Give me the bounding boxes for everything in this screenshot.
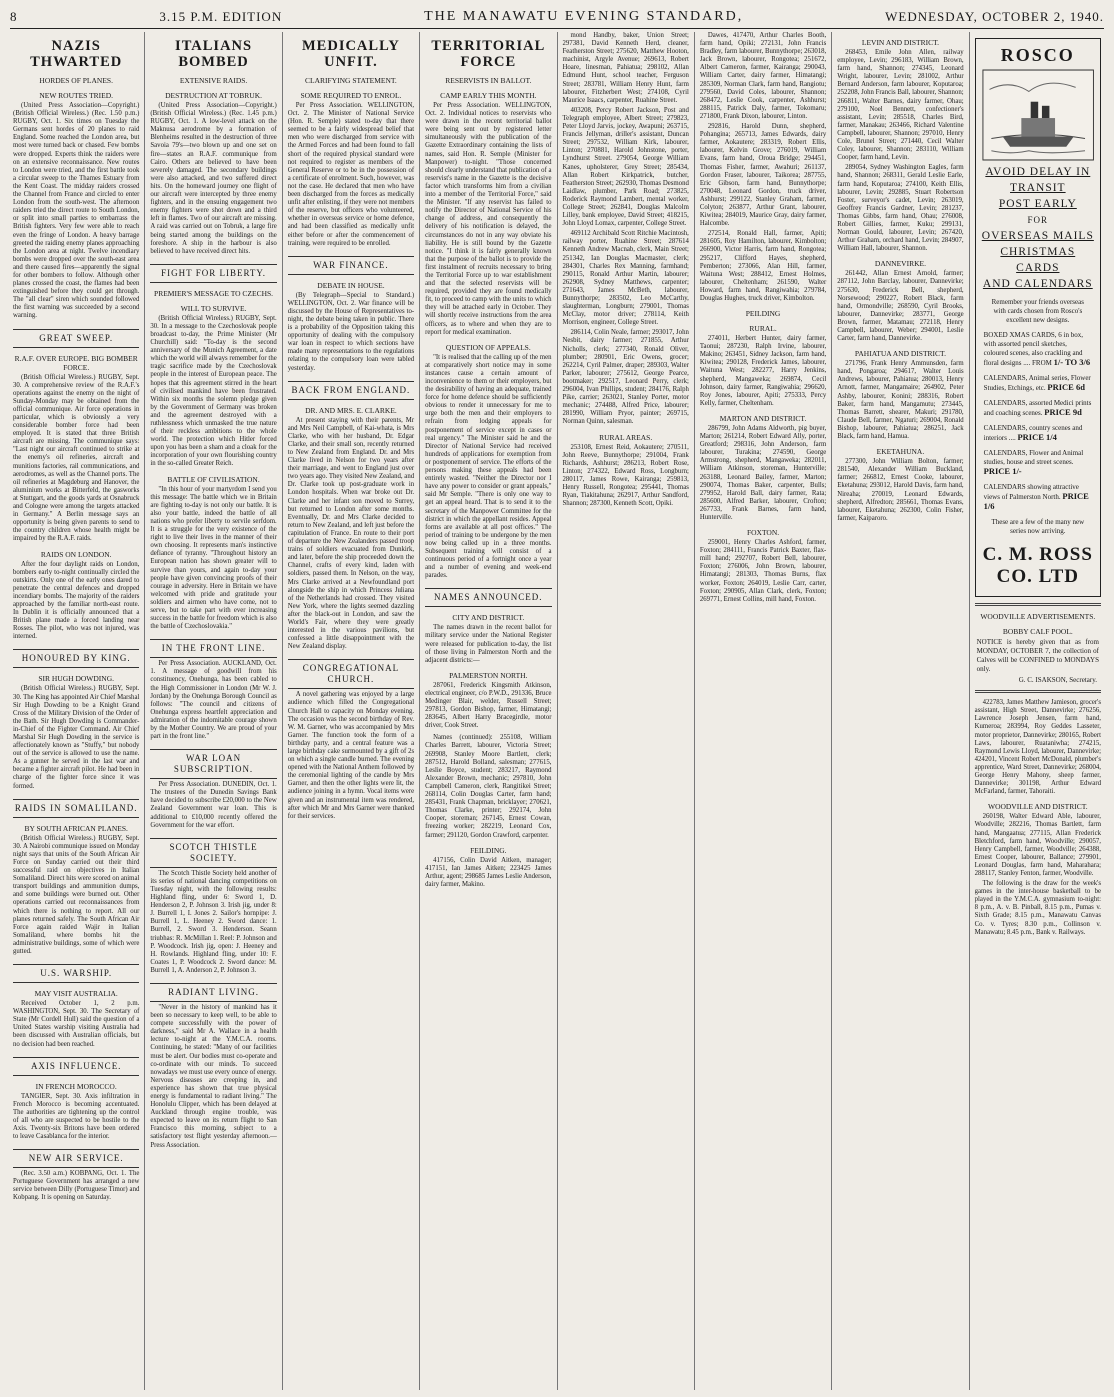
column-6 [695, 32, 832, 1390]
article-text: (British Official Wireless.) RUGBY, Sept. 30. A Nairobi communique issued on Monday night says that units of the South African Air Force on Sunday carried out their third successful raid on objectives in Italian Somaliland. Direct hits were scored on animal transport buildings and ammunition dumps, and some buildings were burned out. Other operations carried out reconnaissances from which there is nothing to report. All our planes returned safely. The South African Air Force again raided Wajir in Italian Somaliland, where bombs hit the administrative buildings, some of which were gutted. [13, 834, 140, 955]
name-list: 271796, Frank Henry Ammunsden, farm hand, Pongaroa; 294617, Walter Louis Andrews, labourer, Pahiatua; 280013, Henry Arnott, farmer, Mangamaire; 264902, Peter Ashby, labourer, Konini; 288316, Robert Baker, farm hand, Mangamutu; 273445, Thomas Barrett, shearer, Makuri; 291780, Claude Bell, farmer, Ngaturi; 269004, Ronald Bishop, labourer, Pahiatua; 286251, Jack Black, farm hand, Hamua. [837, 360, 964, 441]
subhead: DR. AND MRS. E. CLARKE. [305, 405, 397, 415]
subhead: CITY AND DISTRICT. [452, 613, 525, 623]
subhead-battle-of-civilisation: BATTLE OF CIVILISATION. [167, 474, 260, 484]
page-number: 8 [10, 9, 18, 24]
advert-line: OVERSEAS MAILS [981, 230, 1094, 243]
item-price: PRICE 9d [1044, 407, 1082, 418]
headline-italians-bombed: ITALIANS BOMBED [175, 38, 253, 70]
article-text: "It is realised that the calling up of the men at comparatively short notice may in some instances cause a certain amount of inconvenience to them or their employers, but the desirability of having an adequate, trained force for home defence should be sufficiently obvious to render it unnecessary for me to urge both the men and their employers to refrain from lodging appeals for postponement of service except in cases or real urgency." The Minister said he and the Director of National Service had received hundreds of applications for exemption from or postponement of service. The efforts of the persons making these appeals had been entirely wasted. "Neither the Director nor I have any power to consider or grant appeals," said Mr Semple. "There is only one way to get an appeal heard. That is to send it to the secretary of the Manpower Committee for the district in which the appellant resides. Appeal forms are available at all post offices." The period of training to be undergone by the men now being called up in a three months. Subsequent training will consist of a continuous period of a fortnight once a year and a number of evening and week-end parades. [425, 353, 552, 580]
subhead-levin: LEVIN AND DISTRICT. [861, 38, 940, 47]
name-list: Dawes, 417470, Arthur Charles Booth, farm hand, Opiki; 272131, John Francis Bradley, farm labourer, Bunnythorpe; 263018, Jack Brown, labourer, Rongotea; 251672, Albert Cameron, farmer, Kairanga; 290043, William Carter, dairy farmer, Himatangi; 285309, Norman Clark, farm hand, Rangiotu; 279560, David Coles, labourer, Shannon; 268472, Leslie Cook, carpenter, Ashhurst; 288115, Patrick Daly, farmer, Tokomaru; 271800, Frank Dixon, labourer, Linton. [699, 32, 827, 120]
headline-axis-influence: AXIS INFLUENCE. [13, 1057, 139, 1076]
article-text: 287061, Frederick Kingsmith Atkinson, electrical engineer, c/o P.W.D., 291336, Bruce Medinger Blair, welder, Russell Street; 297813, Gordon Bishop, farmer, Himatangi; 283645, Albert Harry Bracegirdle, motor driver, Cook Street. [425, 681, 552, 730]
article-text: The Scotch Thistle Society held another of its series of national dancing competitions on Tuesday night, with the following results: Highland fling, under 6: Sword 1, D. Henderson 2, P. Johnson 3. Irish jig, under 8: J. Burrell 1, I. Jones 2. Sailor's hornpipe: J. Burrell 1, L. Heeney 2. Sword dance: 1. Burrell, 2. Sword 3. Henderson. Seann triubhas: R. McMillan 1. Reel: P. Johnson and P. Woodcock. Irish jig, open: J. Heeney and H. Rowlands. Highland fling, under 10: F. Coates 1, P. Woodcock 2. Sword dance: M. Burrell 1, A. Anderson 2, P. Johnson 3. [150, 869, 277, 974]
subhead-woodville-district: WOODVILLE AND DISTRICT. [987, 802, 1088, 812]
headline-names-announced: NAMES ANNOUNCED. [425, 588, 551, 607]
headline-great-sweep: GREAT SWEEP. [13, 329, 139, 348]
item-text: CALENDARS, country scenes and interiors .... [983, 424, 1083, 443]
article-text: Per Press Association. WELLINGTON, Oct. 2. Individual notices to reservists who were drawn in the recent territorial ballot were being sent out by registered letter simultaneously with the publication of the Gazette Extraordinary containing the lists of names, said Hon. R. Semple (Minister for Manpower) to-night. "Those concerned should clearly understand that publication of a reservist's name in the Gazette is the decisive factor which transforms him from a civilian into a member of the Territorial Force," said the Minister. "If any reservist has failed to notify the Director of National Service of his change of address, and consequently the delivery of his notification is delayed, the circumstances do not in any way obviate his liability. He is still bound by the Gazette notice. "I think it is fairly generally known that the purpose of the ballot is to provide the first instalment of recruits necessary to bring the Territorial Force up to war establishment and that the selected reservists will be required, provided they are found medically fit, to proceed to camp with the units to which they will be attached early in October. They will shortly receive instructions from the area officers, as to where and when they are to report for medical examination. [425, 102, 552, 336]
headline-new-air-service: NEW AIR SERVICE. [13, 1149, 139, 1168]
issue-date: WEDNESDAY, OCTOBER 2, 1940. [885, 9, 1104, 24]
headline-honoured-by-king: HONOURED BY KING. [13, 649, 139, 668]
name-list: 261442, Allan Ernest Arnold, farmer; 287112, John Barclay, labourer, Dannevirke; 275630, Frederick Bell, shepherd, Norsewood; 290227, Robert Black, farm hand, Ormondville; 268590, Cyril Brooks, labourer, Dannevirke; 283771, George Brown, farmer, Matamau; 272118, Henry Campbell, labourer, Weber; 294001, Leslie Carter, farm hand, Dannevirke. [837, 270, 964, 343]
advert-item [984, 449, 1092, 477]
item-text: CALENDARS showing attractive views of Palmerston North. [983, 483, 1079, 502]
article-text: The names drawn in the recent ballot for military service under the National Register were released for publication to-day, the list of those living in Palmerston North and the adjacent districts:— [425, 624, 552, 664]
headline-war-finance: WAR FINANCE. [288, 256, 414, 275]
notice-text: NOTICE is hereby given that as from MONDAY, OCTOBER 7, the collection of Calves will be CONFINED to MONDAYS only. [976, 638, 1099, 674]
article-text: After the four daylight raids on London, bombers early to-night continually circled the outskirts. Only one of the early ones dared to penetrate the central defences and dropped incendiary bombs. The majority of the raiders approached by the familiar north-east route. In Dublin it is officially announced that a British plane made a forced landing near Rosses. The pilot, who was not injured, was interned. [13, 560, 140, 641]
name-list: 260198, Walter Edward Able, labourer, Woodville; 282216, Thomas Bartlett, farm hand, Mangaatua; 277115, Allan Frederick Bletchford, farm hand, Woodville; 290057, Henry Campbell, farmer, Woodville; 264388, Ernest Cooper, labourer, Ballance; 279901, Leonard Douglas, farm hand, Maharahara; 288117, Stanley Fenton, farmer, Woodville. [974, 813, 1101, 877]
article-text: (British Official Wireless.) RUGBY, Sept. 30. In a message to the Czechoslovak people broadcast to-day, the Prime Minister (Mr Churchill) said: "To-day is the second anniversary of the Munich Agreement, a date which the world will always remember for the tragic sacrifice made by the Czechoslovak people in the interest of European peace. The hopes that this agreement stirred in the heart of civilised mankind have been frustrated. Within six months the solemn pledge given by the Government of Germany was broken and the agreement destroyed with a ruthlessness which unmasked the true nature of their reckless ambitions to the whole world. The protection which Hitler forced upon you has been a sham and a cloak for the incorporation of your own flourishing country in the so-called Greater Reich. [150, 314, 277, 468]
name-list: 289054, Sydney Washington Eagles, farm hand, Shannon; 268311, Gerald Leslie Earle, farm hand, Koputaroa; 274100, Keith Ellis, labourer, Levin; 292885, Stuart Robertson Foster, surveyor's cadet, Levin; 263019, Geoffrey Francis Gardner, Levin; 281237, Thomas Gibbs, farm hand, Ohau; 276008, Robert Gillies, farmer, Kuku; 299131, Norman Gould, labourer, Levin; 267420, Arthur Graham, orchard hand, Levin; 284907, William Hall, labourer, Shannon. [837, 164, 964, 253]
advert-item [984, 399, 1092, 418]
article-text: Per Press Association. WELLINGTON, Oct. 2. The Minister of National Service (Hon. R. Semple) stated to-day that there seemed to be a fairly widespread belief that men who were discharged from service with the Armed Forces and had been found to fall short of the required physical standard were not required to register as members of the General Reserve or to be in the possession of a certificate of enrolment. Such, however, was not the case. He declared that men who have been discharged from the forces as medically unfit after enlisting, if they were not members of the reserve, but officers who volunteered, whether in overseas service or home defence, and had been classified as medically unfit either before or after the commencement of training, were required to be enrolled. [287, 102, 415, 247]
headline-medically-unfit: MEDICALLY UNFIT. [301, 38, 400, 70]
article-text: At present staying with their parents, Mr and Mrs Neil Campbell, of Kai-whata, is Mrs Clarke, who with her husband, Dr. Edgar Clarke, and their small son, recently returned to New Zealand from England. Dr. and Mrs Clarke lived in Nelson for two years after their marriage, and went to England just over two years ago. They visited New Zealand, and Dr. Clarke took up post-graduate work in London hospitals. When war broke out Dr. Clarke and her infant son moved to Surrey, but returned to London after some months. Eventually, Dr. and Mrs Clarke decided to return to New Zealand, and left just before the capitulation of France. En route to their port of departure the New Zealanders passed troop trains of soldiers evacuated from Dunkirk, and later, before the ship proceeded down the Channel, crafts of every kind, laden with soldiers, passed them. In Nelson, on the way, Mrs Clarke arrived at a Newfoundland port alongside the ship in which Princess Juliana of the Netherlands had crossed. They visited New York, where the lights seemed dazzling after the black-out in London, and saw the World's Fair, where they were greatly interested in the various pavilions, but confessed a little disappointment with the New Zealand display. [287, 416, 415, 651]
advert-item [984, 374, 1092, 393]
item-text: CALENDARS, assorted Medici prints and coaching scenes. [983, 399, 1092, 418]
advert-item [984, 331, 1092, 368]
advert-line: CHRISTMAS CARDS [1000, 246, 1076, 275]
advert-title: ROSCO [1000, 45, 1075, 65]
ship-illustration [982, 69, 1094, 161]
advert-item [984, 483, 1092, 512]
subhead: WILL TO SURVIVE. [180, 303, 247, 313]
name-list: 268453, Emile John Allen, railway employee, Levin; 296183, William Brown, farm hand, Shannon; 274345, Leonard Wright, labourer, Levin; 281002, Arthur Bernard Anderson, farm labourer, Koputaroa; 252208, John Francis Ball, labourer, Shannon; 266811, Walter Barnes, dairy farmer, Ohau; 279100, Noel Bennett, confectioner's assistant, Levin; 285518, Charles Bird, farmer, Manakau; 263466, Richard Valentine Campbell, labourer, Shannon; 297010, Henry Cole, Brunel Street; 271440, Cecil Walter Coley, labourer, Shannon; 283110, William Cooper, farm hand, Levin. [837, 49, 964, 162]
article-text: "In this hour of your martyrdom I send you this message: The battle which we in Britain are fighting to-day is not only our battle. It is also your battle, indeed the battle of all nations who prefer liberty to servile serfdom. It is a struggle for the very existence of the right to live their lives in the manner of their own choosing. It represents man's instinctive defiance of tyranny. "Throughout history an European nation has shown greater will to survive than yours, and again to-day your people have given convincing proofs of their courage in adversity. Here in Britain we have welcomed with pride and gratitude your soldiers and airmen who have come, not to serve, but to take part with ever increasing success in the battle for freedom which is also the battle of Czechoslovakia." [150, 485, 277, 631]
firm-name: C. M. ROSS CO. LTD [982, 544, 1093, 588]
column-7 [832, 32, 969, 1390]
advert-line: FOR [1027, 215, 1049, 226]
item-price: PRICE 1/6 [983, 491, 1089, 512]
columns [8, 32, 1106, 1390]
subhead: DEBATE IN HOUSE. [317, 280, 385, 290]
subhead: CLARIFYING STATEMENT. [305, 76, 397, 85]
article-text: 417156, Colin David Aitken, manager; 417151, Ian James Aitken; 223425 James Arthur, agent; 298685 James Leslie Anderson, dairy farmer, Makino. [425, 856, 552, 888]
masthead [10, 6, 1104, 29]
column-1 [8, 32, 145, 1390]
name-list: Names (continued): 255108, William Charles Barrett, labourer, Victoria Street; 269908, Stanley Moore Bartlett, clerk; 287512, Harold Bolland, salesman; 277615, Leslie Boyce, student; 283217, Raymond Alexander Brown, mechanic; 297810, John Campbell Cameron, clerk, Rangitikei Street; 268114, Colin Douglas Carter, farm hand; 285431, Frank Chapman, bricklayer; 270621, Thomas Clarke, printer; 292174, John Cooper, storeman; 267145, Ernest Cowan, freezing worker; 282219, Leonard Cox, farmer; 291120, Gordon Crawford, carpenter. [425, 734, 552, 839]
item-price: 1/- TO 3/6 [1053, 357, 1091, 368]
rosco-advert [975, 38, 1101, 597]
subhead-palmerston-north: PALMERSTON NORTH. [449, 670, 528, 680]
subhead: R.A.F. OVER EUROPE. BIG BOMBER FORCE. [14, 353, 138, 372]
subhead-eketahuna: EKETAHUNA. [876, 447, 925, 457]
column-2 [145, 32, 282, 1390]
subhead-foxton: FOXTON. [746, 528, 780, 538]
article-text: (British Official Wireless.) RUGBY, Sept. 30. The King has appointed Air Chief Marshal Sir Hugh Dowding to be a Knight Grand Cross of the Military Division of the Order of the Bath. Sir Hugh Dowding is Commander-in-Chief of the Fighter Command. Air Chief Marshal Sir Hugh Dowding in the service is affectionately known as "Stuffy," but nobody out of the service is allowed to use the name. As a gunner he served in the last war and became a fighter aircraft pilot. He had been in charge of the fighter force since it was formed. [13, 685, 140, 790]
column-5 [558, 32, 695, 1390]
headline-territorial-force: TERRITORIAL FORCE [431, 38, 546, 70]
article-text: TANGIER, Sept. 30. Axis infiltration in French Morocco is becoming accentuated. The authorities are tightening up the control of all who are suspected to be hostile to the Axis. Twenty-six Britons have been ordered to leave Casablanca for the interior. [13, 1092, 140, 1141]
subhead: IN FRENCH MOROCCO. [35, 1081, 117, 1091]
name-list: 422783, James Matthew Jamieson, grocer's assistant, High Street, Dannevirke; 276256, Lawrence Joseph Jensen, farm hand, Kumeroa; 283994, Roy Geddes Lasseter, motor proprietor, Dannevirke; 280165, Robert Laws, labourer, Ruataniwha; 274215, Raymond Lewis Lloyd, labourer, Dannevirke; 424201, Vincent Robert McDonald, plumber's apprentice, Ward Street, Dannevirke; 268004, George Henry Mahony, sheep farmer, Dannevirke; 301198, Arthur Edward McFarland, farmer, Tahoraiti. [974, 699, 1101, 796]
advert-line: AVOID DELAY IN TRANSIT [985, 166, 1091, 195]
article-text: Received October 1, 2 p.m. WASHINGTON, Sept. 30. The Secretary of State (Mr Cordell Hull) said the question of a United States warship visiting Australia had been discussed with Australian officials, but no decision had been reached. [13, 1000, 140, 1048]
name-list: 403208, Percy Robert Jackson, Post and Telegraph employee, Albert Street; 279823, Peter Lloyd Jarvis, jockey, Awapuni; 263715, Francis Jellyman, driller's assistant, Duncan Street; 297532, William Kirk, labourer, Linton; 270881, Harold Johnstone, porter, Lyndhurst Street. 279054, George William Kanes, upholsterer, Grey Street; 285434, Allan Robert Kirkpatrick, butcher, Featherston Street; 262930, Thomas Desmond Laidlaw, plumber, Park Road; 273825, Roderick Raymond Lambert, mental worker, College Street; 262841, Douglas Malcolm Lilley, bank employee, David Street; 418215, John Lloyd Lomax, carpenter, College Street. [562, 106, 689, 228]
subhead: BY SOUTH AFRICAN PLANES. [24, 823, 128, 833]
subhead: SOME REQUIRED TO ENROL. [300, 91, 402, 100]
name-list: 286114, Colin Neale, farmer; 293017, John Nesbit, dairy farmer; 271855, Arthur Nicholls, clerk; 277340, Ronald Oliver, plumber; 280901, Eric Owens, grocer; 262214, Cyril Palmer, draper; 289303, Walter Parker, labourer; 275612, George Pearce, bootmaker; 292517, Leonard Perry, clerk; 296004, Ivan Phillips, student; 284176, Ralph Pike, carrier; 263021, Stanley Porter, motor mechanic; 274488, Alfred Price, labourer; 281990, William Pryor, painter; 269715, Norman Quinn, salesman. [562, 329, 689, 426]
headline-back-from-england: BACK FROM ENGLAND. [288, 381, 414, 400]
subhead: SIR HUGH DOWDING. [38, 674, 114, 684]
article-text: (United Press Association—Copyright.) (British Official Wireless.) (Rec. 1.50 p.m.) RUGBY, Oct. 1. Six times on Tuesday the Germans sent hordes of 20 planes to raid England. Some reached the London area, but most were turned back or chased. Few bombs were dropped. Experts think the raiders were on an extensive reconnaissance. New routes to London were tried, and the first battle took a circular sweep to the Thames Estuary from the Kent Coast. The midday raiders crossed the Channel from France and circled to enter London from the south-west. The afternoon raiders tried the direct route to South London, or split into small parties to embarrass the British fighters. Very few were able to reach even the fringe of London. A heavy barrage greeted the raiding enemy planes approaching the London area at night. Twelve incendiary bombs were dropped over the south-east area and there caused fires—apparently the signal for other bombers to follow. Although other planes crossed the coast, the flames had been extinguished before they could get through. The "all clear" siren which sounded followed the first warning was succeeded by a second warning. [13, 102, 140, 320]
subhead-woodville-ads: WOODVILLE ADVERTISEMENTS. [980, 612, 1096, 622]
article-text: (British Official Wireless.) RUGBY, Sept. 30. A comprehensive review of the R.A.F.'s operations against the enemy on the night of Sunday-Monday may be obtained from the official communique. Air force operations in particular, which is obviously a very considerable bomber force had been employed. It is stated that three British aircraft are missing. The communique says: "Last night our aircraft continued to strike at the enemy's oil refineries, aircraft and munitions factories, rail communications, and aerodromes, as well as the Channel ports. The oil refineries at Magdeburg and Hanover, the aluminium works at Bitterfeld, the gasworks at Stuttgart, and the goods yards at Osnabruck and Cologne were among the targets attacked in Germany." A Berlin message says an opportunity is being given parents to send to the country children whose health might be impaired by the R.A.F. raids. [13, 373, 140, 543]
name-list: 259001, Henry Charles Ashford, farmer, Foxton; 284111, Francis Patrick Baxter, flax-mill hand; 292707, Robert Bell, labourer, Foxton; 276006, John Brown, labourer, Himatangi; 281303, Thomas Burns, flax worker, Foxton; 264019, Leslie Carr, carter, Foxton; 290905, Allan Clark, clerk, Foxton; 269771, Ernest Collins, mill hand, Foxton. [699, 539, 827, 603]
name-list: mond Handby, baker, Union Street; 297381, David Kenneth Herd, cleaner, Featherston Street; 275620, Matthew Hooton, machinist, Argyle Avenue; 269613, Robert Hoare, linesman, Pahiatua; 298102, Allan Edmund Hunt, school teacher, Ferguson Street; 283781, William Henry Hunt, farm labourer, Fitzherbert West; 274108, Cyril Maurice Isaacs, carpenter, Ruahine Street. [562, 32, 689, 104]
article-text: (United Press Association—Copyright.) (British Official Wireless.) (Rec. 1.45 p.m.) RUGBY, Oct. 1. A low-level attack on the Maknusa aerodrome by a formation of Blenheims resulted in the destruction of three Savoia 79's—two blown up and one set on fire—states an R.A.F. communique from Cairo. Others are believed to have been severely damaged. The secondary buildings were also attacked, and two suffered direct hits. On the homeward journey one flight of our aircraft were intercepted by three enemy fighters, and in the ensuing engagement two enemy fighters were shot down and a third left in flames. Two of our aircraft are missing. A raid was carried out on Tobruk, a large fire being started among the buildings on the foreshore. A ship in the harbour is also believed to have received direct hits. [150, 102, 277, 255]
name-list: 286799, John Adams Aldworth, pig buyer, Marton; 261214, Robert Edward Ally, porter, Greatford; 298316, John Anderson, farm labourer, Turakina; 274590, George Armstrong, shepherd, Mangaweka; 282011, William Atkinson, storeman, Hunterville; 263188, Leonard Bailey, farmer, Marton; 290074, Thomas Baker, carpenter, Bulls; 279952, Harold Ball, dairy farmer, Rata; 285600, Alfred Barker, labourer, Crofton; 267733, Frank Barnes, farm hand, Hunterville. [699, 424, 827, 521]
headline-in-the-front-line: IN THE FRONT LINE. [150, 639, 276, 658]
notice-signature: G. C. ISAKSON, Secretary. [1018, 676, 1097, 685]
advert-line: AND CALENDARS [982, 278, 1093, 291]
name-list: 277300, John William Bolton, farmer; 281540, Alexander William Buckland, farmer; 266812, Ernest Cooke, labourer, Eketahuna; 293012, Harold Davis, farm hand, Nireaha; 270019, Leonard Edwards, shepherd, Alfredton; 285661, Thomas Evans, labourer, Eketahuna; 262300, Colin Fisher, farmer, Kaiparoro. [837, 458, 964, 522]
name-list: 253108, Ernest Reid, Aokautere; 270511, John Reeve, Bunnythorpe; 291004, Frank Richards, Ashhurst; 286213, Robert Rose, Linton; 274322, Edward Ross, Longburn; 280117, James Rowe, Kairanga; 259813, Henry Russell, Rongotea; 295441, Thomas Ryan, Tiakitahuna; 262917, Arthur Sandford, Shannon; 287300, Kenneth Scott, Opiki. [562, 443, 689, 508]
headline-congregational-church: CONGREGATIONAL CHURCH. [288, 659, 414, 689]
subhead: CAMP EARLY THIS MONTH. [440, 91, 537, 100]
article-text: The following is the draw for the week's games in the inter-house basketball to be played in the Y.M.C.A. gymnasium to-night: 8 p.m., A. v. B. Pinball, 8.15 p.m., Pumas v. Sixth Grade; 8.15 p.m., Manawatu Canvas Co. v. Tyres; 8.30 p.m., Collinson v. Manawatu; 8.45 p.m., Bank v. Railways. [974, 880, 1101, 936]
headline-scotch-thistle: SCOTCH THISTLE SOCIETY. [150, 838, 276, 868]
subhead-pahiatua: PAHIATUA AND DISTRICT. [854, 349, 946, 359]
advert-footer: These are a few of the many new series now arriving. [991, 518, 1085, 536]
name-list: 292816, Harold Dunn, shepherd, Pohangina; 265713, James Edwards, dairy farmer, Aokautere; 283319, Robert Ellis, labourer, Kelvin Grove; 276019, William Evans, farm hand, Oroua Bridge; 294451, Thomas Fisher, farmer, Awahuri; 261137, Gordon Fraser, labourer, Taikorea; 287755, Eric Gibson, farm hand, Bunnythorpe; 270048, Leonard Gordon, truck driver, Ashhurst; 299122, Stanley Graham, farmer, Colyton; 263877, Arthur Grant, labourer, Kiwitea; 284019, Maurice Gray, dairy farmer, Halcombe. [699, 123, 827, 228]
advert-line: POST EARLY [998, 198, 1077, 211]
item-price: PRICE 1/- [983, 466, 1022, 477]
item-price: PRICE 6d [1047, 382, 1085, 393]
headline-war-loan: WAR LOAN SUBSCRIPTION. [150, 749, 276, 779]
name-list: 469112 Archibald Scott Ritchie Macintosh, railway porter, Ruahine Street; 287614 Kenneth Andrew Macnab, clerk, Main Street; 251342, Ian Douglas Macmaster, clerk; 284301, Charles Rex Manning, farmhand; 290115, Ronald Arthur Martin, labourer; 262908, Sydney Matthews, carpenter; 271643, James McBeth, labourer, Bunnythorpe; 283502, Leo McCarthy, slaughterman, Longburn; 279001, Thomas McClay, motor driver; 278114, Keith Morrison, engineer, College Street. [562, 230, 689, 327]
subhead-dannevirke: DANNEVIRKE. [874, 259, 926, 269]
headline-nazis-thwarted: NAZIS THWARTED [30, 38, 123, 70]
subhead-bobby-calf: BOBBY CALF POOL. [1002, 627, 1073, 637]
divider [975, 603, 1101, 606]
subhead: DESTRUCTION AT TOBRUK. [165, 91, 262, 100]
subhead: NEW ROUTES TRIED. [39, 91, 114, 100]
subhead-feilding: FEILDING. [470, 845, 507, 855]
subhead: RESERVISTS IN BALLOT. [445, 76, 532, 85]
headline-us-warship: U.S. WARSHIP. [13, 964, 139, 983]
article-text: Per Press Association. AUCKLAND, Oct. 1. A message of goodwill from his constituency, Onehunga, has been cabled to the High Commissioner in London (Mr W. J. Jordan) by the Onehunga Borough Council as follows: "The council and citizens of Onehunga express heartfelt appreciation and admiration of the indomitable courage shown by the Mother Country. We are proud of your part in the front line." [150, 660, 277, 741]
column-8-adverts [970, 32, 1106, 1390]
column-3 [283, 32, 420, 1390]
subhead: EXTENSIVE RAIDS. [179, 76, 248, 85]
article-text: (By Telegraph—Special to Standard.) WELLINGTON, Oct. 2. War finance will be discussed by the House of Representatives to-night, the debate being taken in public. There is a probability of the Opposition taking this opportunity of dealing with the compulsory war loan in respect to which sections have made many representations to the regulations relating to the compulsory loan were tabled yesterday. [287, 291, 415, 372]
subhead-feilding-rural: PEILDING [745, 309, 781, 319]
name-list: 274011, Herbert Hunter, dairy farmer, Taonui; 287230, Ralph Irvine, labourer, Makino; 263451, Sidney Jackson, farm hand, Kiwitea; 290128, Frederick James, labourer, Waituna West; 282277, Harry Jenkins, shepherd, Mangaweka; 269874, Cecil Johnson, dairy farmer, Rangiwahia; 296620, Roy Jones, labourer, Apiti; 275333, Percy Kelly, farmer, Cheltenham. [699, 335, 827, 407]
subhead-question-of-appeals: QUESTION OF APPEALS. [445, 342, 531, 352]
advert-body: Remember your friends overseas with cards chosen from Rosco's excellent new designs. [991, 298, 1084, 325]
paper-title: THE MANAWATU EVENING STANDARD, [424, 9, 744, 24]
headline-fight-for-liberty: FIGHT FOR LIBERTY. [150, 264, 276, 283]
subhead: MAY VISIT AUSTRALIA. [34, 989, 118, 999]
divider [975, 690, 1101, 693]
subhead: HORDES OF PLANES. [39, 76, 113, 85]
headline-radiant-living: RADIANT LIVING. [150, 983, 276, 1002]
article-text: (Rec. 3.50 a.m.) KOBPANG, Oct. 1. The Portuguese Government has arranged a new service between Dilly (Portuguese Timor) and Kobpang. It is opening on Saturday. [13, 1170, 140, 1202]
subhead-rural-areas: RURAL AREAS. [599, 432, 653, 442]
item-text: CALENDARS, Flower and Animal studies, house and street scenes. [983, 449, 1084, 467]
subhead: PREMIER'S MESSAGE TO CZECHS. [154, 288, 274, 298]
subhead-marton: MARTON AND DISTRICT. [719, 413, 807, 423]
item-text: BOXED XMAS CARDS, 6 in box, with assorted pencil sketches, coloured scenes, also crackling and floral designs .... FROM [983, 331, 1083, 368]
article-text: Per Press Association. DUNEDIN, Oct. 1. The trustees of the Dunedin Savings Bank have decided to subscribe £20,000 to the New Zealand Government war loan. This is additional to £10,000 recently offered the Government for the war effort. [150, 781, 277, 829]
item-text: CALENDARS, Animal series, Flower Studies, Etchings, etc. [983, 374, 1091, 393]
edition: 3.15 P.M. EDITION [159, 9, 283, 24]
advert-item [984, 424, 1092, 443]
article-text: "Never in the history of mankind has it been so necessary to keep well, to be able to compete successfully with the power of darkness," said Mr A. Wallace in a health lecture to-night at the Y.M.C.A. rooms. Continuing, he stated: "Many of our facilities must be alert. Our bodies must co-operate and co-ordinate with our minds. To succeed nowadays we must use every ounce of energy. Nervous diseases are creeping in, and experience has shown that true physical energy is fundamental to radiant living." The Honolulu Clipper, which has been delayed at Auckland through engine trouble, was expected to leave on its return flight to San Francisco this morning, subject to a satisfactory test flight yesterday afternoon.—Press Association. [150, 1003, 277, 1149]
name-list: 272514, Ronald Hall, farmer, Apiti; 281605, Roy Hamilton, labourer, Kimbolton; 266900, Victor Harris, farm hand, Rongotea; 295217, Clifford Hayes, shepherd, Pemberton; 273066, Alan Hill, farmer, Waituna West; 288412, Ernest Holmes, labourer, Cheltenham; 261590, Walter Howard, farm hand, Rangiwahia; 279784, Douglas Hughes, truck driver, Kimbolton. [699, 230, 827, 302]
headline-raids-in-somaliland: RAIDS IN SOMALILAND. [13, 799, 139, 818]
column-4 [420, 32, 557, 1390]
article-text: A novel gathering was enjoyed by a large audience which filled the Congregational Church Hall to capacity on Monday evening. The occasion was the second birthday of Rev. W. M. Garner, who was accompanied by Mrs Garner. The function took the form of a birthday party, and a central feature was a large birthday cake surmounted by a gift of 2s on which a single candle burned. The evening opened with the National Anthem followed by the ceremonial lighting of the candle by Mrs Garner, and then the other lights were lit, the audience joining in a hymn. Vocal items were given and an instrumental item was rendered, after which Mr and Mrs Garner were thanked for their services. [287, 691, 415, 820]
subhead-raids-on-london: RAIDS ON LONDON. [40, 549, 112, 559]
subhead: RURAL. [749, 324, 777, 334]
item-price: PRICE 1/4 [1017, 432, 1057, 443]
